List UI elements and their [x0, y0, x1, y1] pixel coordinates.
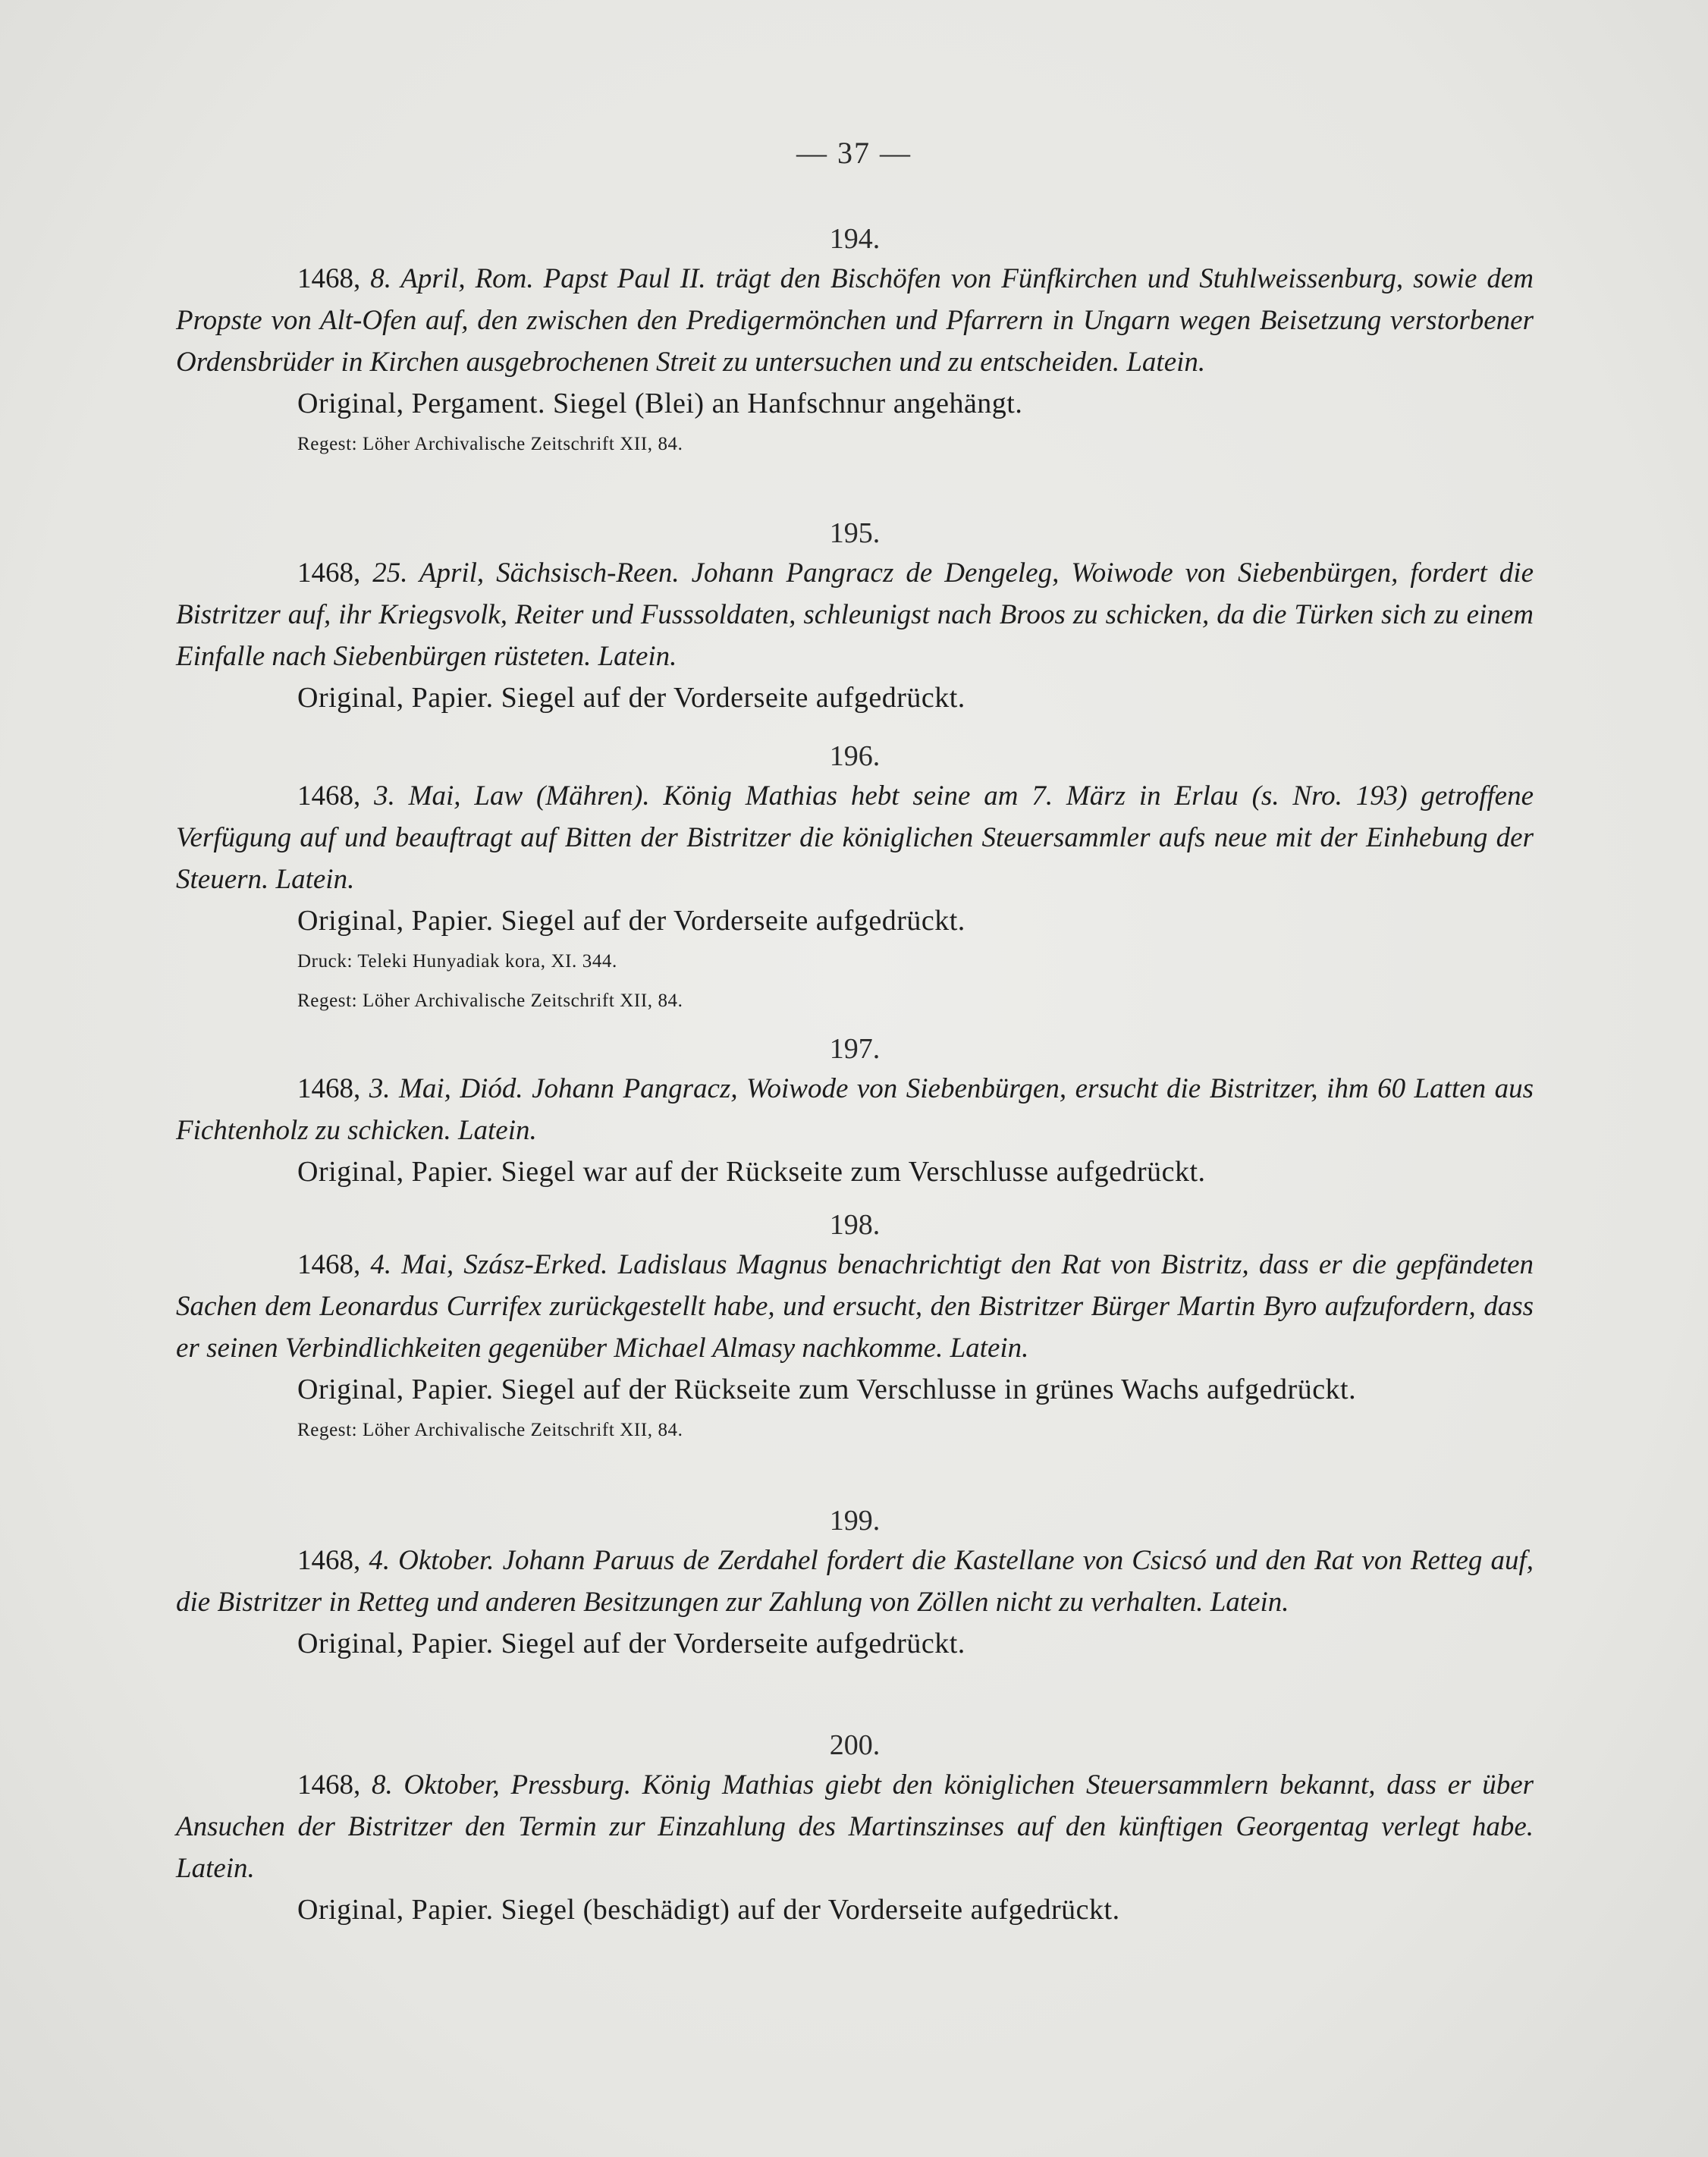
entry-text: Johann Paruus de Zerdahel fordert die Kastellane von Csicsó und den Rat von Retteg auf, die Bistritzer in Retteg und anderen Besitzungen zur Zahlung von Zöllen nicht zu verhalten. Latein.: [176, 1545, 1534, 1618]
entry-number: 194.: [829, 223, 881, 255]
entry-197: [176, 1030, 1534, 1193]
entry-198: [176, 1206, 1534, 1450]
entry-number: 197.: [829, 1033, 881, 1065]
entry-year: 1468,: [297, 557, 373, 589]
entry-number: 200.: [829, 1729, 881, 1761]
entry-number: 196.: [829, 740, 881, 772]
entry-source: Original, Papier. Siegel auf der Vorderseite aufgedrückt.: [297, 905, 965, 937]
entry-date: 25. April, Sächsisch-Reen.: [372, 557, 680, 589]
page-number: — 37 —: [796, 136, 912, 170]
entry-summary: [176, 1068, 1534, 1151]
entry-year: 1468,: [297, 1249, 371, 1280]
entry-reference: Regest: Löher Archivalische Zeitschrift XII, 84.: [297, 1420, 683, 1440]
entry-year: 1468,: [297, 1545, 369, 1576]
entry-source: Original, Papier. Siegel auf der Rückseite zum Verschlusse in grünes Wachs aufgedrückt.: [297, 1374, 1357, 1405]
entry-reference: Druck: Teleki Hunyadiak kora, XI. 344.: [297, 951, 617, 972]
entry-date: 4. Mai, Szász-Erked.: [370, 1249, 608, 1280]
entry-194: [176, 220, 1534, 464]
entry-text: Johann Pangracz, Woiwode von Siebenbürgen, ersucht die Bistritzer, ihm 60 Latten aus Fichtenholz zu schicken. Latein.: [176, 1073, 1534, 1146]
entry-summary: [176, 1244, 1534, 1369]
entry-date: 8. Oktober, Pressburg.: [371, 1769, 632, 1801]
entry-text: Ladislaus Magnus benachrichtigt den Rat von Bistritz, dass er die gepfändeten Sachen dem Leonardus Currifex zurückgestellt habe, und ersucht, den Bistritzer Bürger Martin Byro aufzufordern, dass er seinen Verbindlichkeiten gegenüber Michael Almasy nachkomme. Latein.: [176, 1249, 1534, 1364]
entry-source: Original, Papier. Siegel auf der Vorderseite aufgedrückt.: [297, 682, 965, 714]
entry-date: 4. Oktober.: [369, 1545, 495, 1576]
entry-summary: [176, 258, 1534, 383]
entry-number: 199.: [829, 1505, 881, 1537]
entry-date: 3. Mai, Law (Mähren).: [374, 780, 650, 812]
entry-date: 3. Mai, Diód.: [369, 1073, 523, 1104]
entry-source: Original, Papier. Siegel auf der Vorderseite aufgedrückt.: [297, 1628, 965, 1659]
entry-reference: Regest: Löher Archivalische Zeitschrift XII, 84.: [297, 991, 683, 1011]
entry-summary: [176, 775, 1534, 900]
entry-year: 1468,: [297, 1073, 369, 1104]
entry-text: Papst Paul II. trägt den Bischöfen von Fünfkirchen und Stuhlweissenburg, sowie dem Propste von Alt-Ofen auf, den zwischen den Predigermönchen und Pfarrern in Ungarn wegen Beisetzung verstorbener Ordensbrüder in Kirchen ausgebrochenen Streit zu untersuchen und zu entscheiden. Latein.: [176, 263, 1534, 378]
entry-year: 1468,: [297, 1769, 372, 1801]
entry-reference: Regest: Löher Archivalische Zeitschrift XII, 84.: [297, 434, 683, 454]
entry-195: [176, 514, 1534, 719]
entry-text: Johann Pangracz de Dengeleg, Woiwode von Siebenbürgen, fordert die Bistritzer auf, ihr Kriegsvolk, Reiter und Fusssoldaten, schleunigst nach Broos zu schicken, da die Türken sich zu einem Einfalle nach Siebenbürgen rüsteten. Latein.: [176, 557, 1534, 672]
entry-number: 195.: [829, 517, 881, 549]
entry-summary: [176, 1540, 1534, 1623]
entry-text: König Mathias hebt seine am 7. März in Erlau (s. Nro. 193) getroffene Verfügung auf und beauftragt auf Bitten der Bistritzer die königlichen Steuersammler aufs neue mit der Einhebung der Steuern. Latein.: [176, 780, 1534, 895]
entry-year: 1468,: [297, 780, 375, 812]
entry-text: König Mathias giebt den königlichen Steuersammlern bekannt, dass er über Ansuchen der Bistritzer den Termin zur Einzahlung des Martinszinses auf den künftigen Georgentag verlegt habe. Latein.: [176, 1769, 1534, 1884]
entry-source: Original, Papier. Siegel war auf der Rückseite zum Verschlusse aufgedrückt.: [297, 1156, 1206, 1188]
entry-summary: [176, 1764, 1534, 1889]
entry-source: Original, Papier. Siegel (beschädigt) auf der Vorderseite aufgedrückt.: [297, 1894, 1120, 1926]
entry-summary: [176, 552, 1534, 677]
entry-date: 8. April, Rom.: [370, 263, 534, 294]
entry-199: [176, 1502, 1534, 1665]
entry-year: 1468,: [297, 263, 371, 294]
entry-source: Original, Pergament. Siegel (Blei) an Hanfschnur angehängt.: [297, 388, 1023, 419]
entry-196: [176, 737, 1534, 1021]
entry-number: 198.: [829, 1209, 881, 1241]
entry-200: [176, 1726, 1534, 1931]
